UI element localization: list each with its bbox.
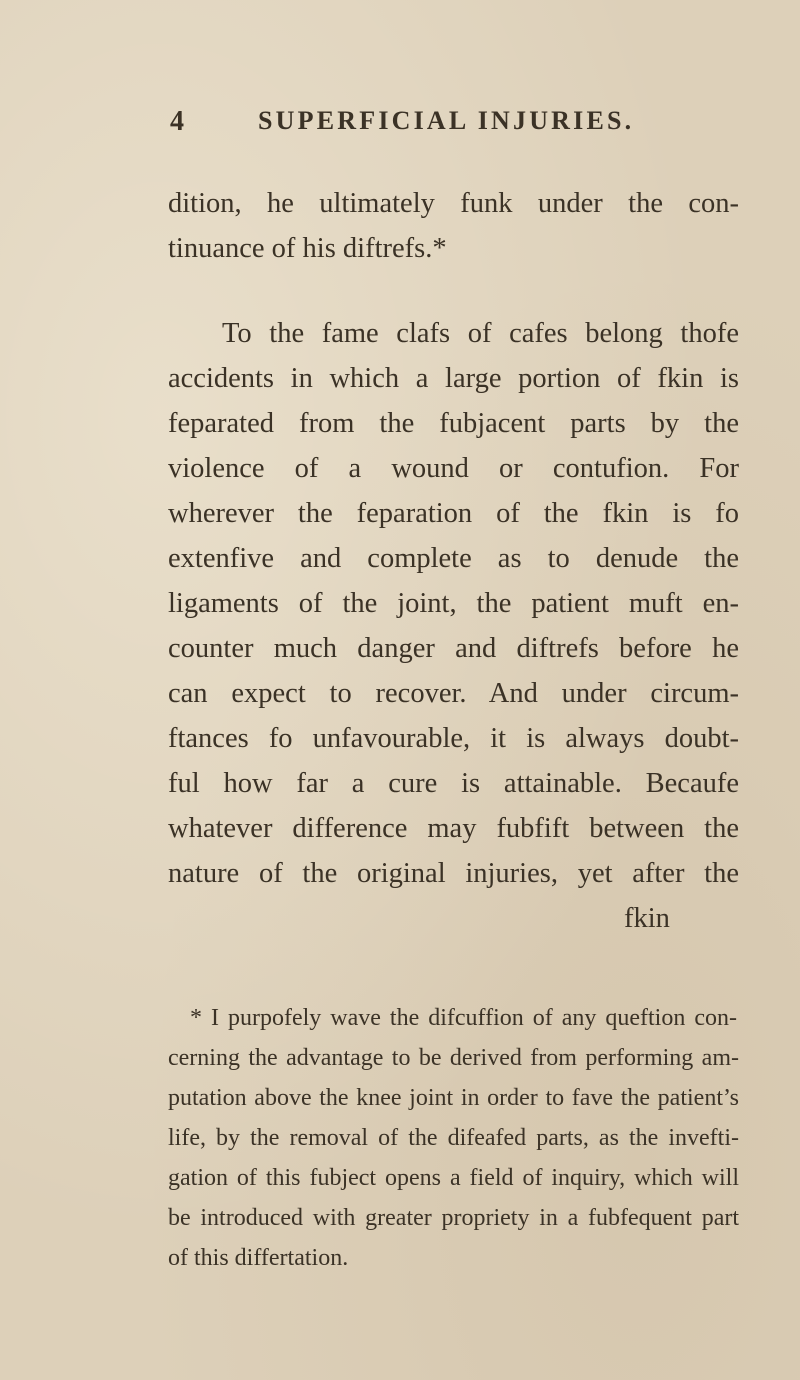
footnote-line: putation above the knee joint in order to fave the patient’s (168, 1085, 739, 1111)
catchword: fkin (624, 903, 670, 934)
footnote-line: be introduced with greater propriety in a fubfequent part (168, 1205, 739, 1231)
text-line: To the fame clafs of cafes belong thofe (222, 318, 739, 349)
text-line: tinuance of his diftrefs.* (168, 233, 447, 264)
footnote-line: cerning the advantage to be derived from performing am- (168, 1045, 739, 1071)
text-line: ful how far a cure is attainable. Becaufe (168, 768, 739, 799)
footnote-line: * I purpofely wave the difcuffion of any queftion con- (190, 1005, 737, 1031)
footnote-line: life, by the removal of the difeafed parts, as the invefti- (168, 1125, 739, 1151)
text-line: wherever the feparation of the fkin is fo (168, 498, 739, 529)
page-number: 4 (170, 106, 184, 137)
text-line: feparated from the fubjacent parts by the (168, 408, 739, 439)
text-line: whatever difference may fubfift between the (168, 813, 739, 844)
footnote-line: of this differtation. (168, 1245, 349, 1271)
text-line: violence of a wound or contufion. For (168, 453, 739, 484)
text-line: extenfive and complete as to denude the (168, 543, 739, 574)
text-line: can expect to recover. And under circum- (168, 678, 739, 709)
text-line: nature of the original injuries, yet after the (168, 858, 739, 889)
text-line: ftances fo unfavourable, it is always doubt- (168, 723, 739, 754)
footnote-line: gation of this fubject opens a field of inquiry, which will (168, 1165, 739, 1191)
text-line: counter much danger and diftrefs before he (168, 633, 739, 664)
running-title: SUPERFICIAL INJURIES. (258, 106, 635, 135)
text-line: ligaments of the joint, the patient muft en- (168, 588, 739, 619)
page-header (170, 106, 730, 146)
text-line: accidents in which a large portion of fkin is (168, 363, 739, 394)
text-line: dition, he ultimately funk under the con- (168, 188, 739, 219)
